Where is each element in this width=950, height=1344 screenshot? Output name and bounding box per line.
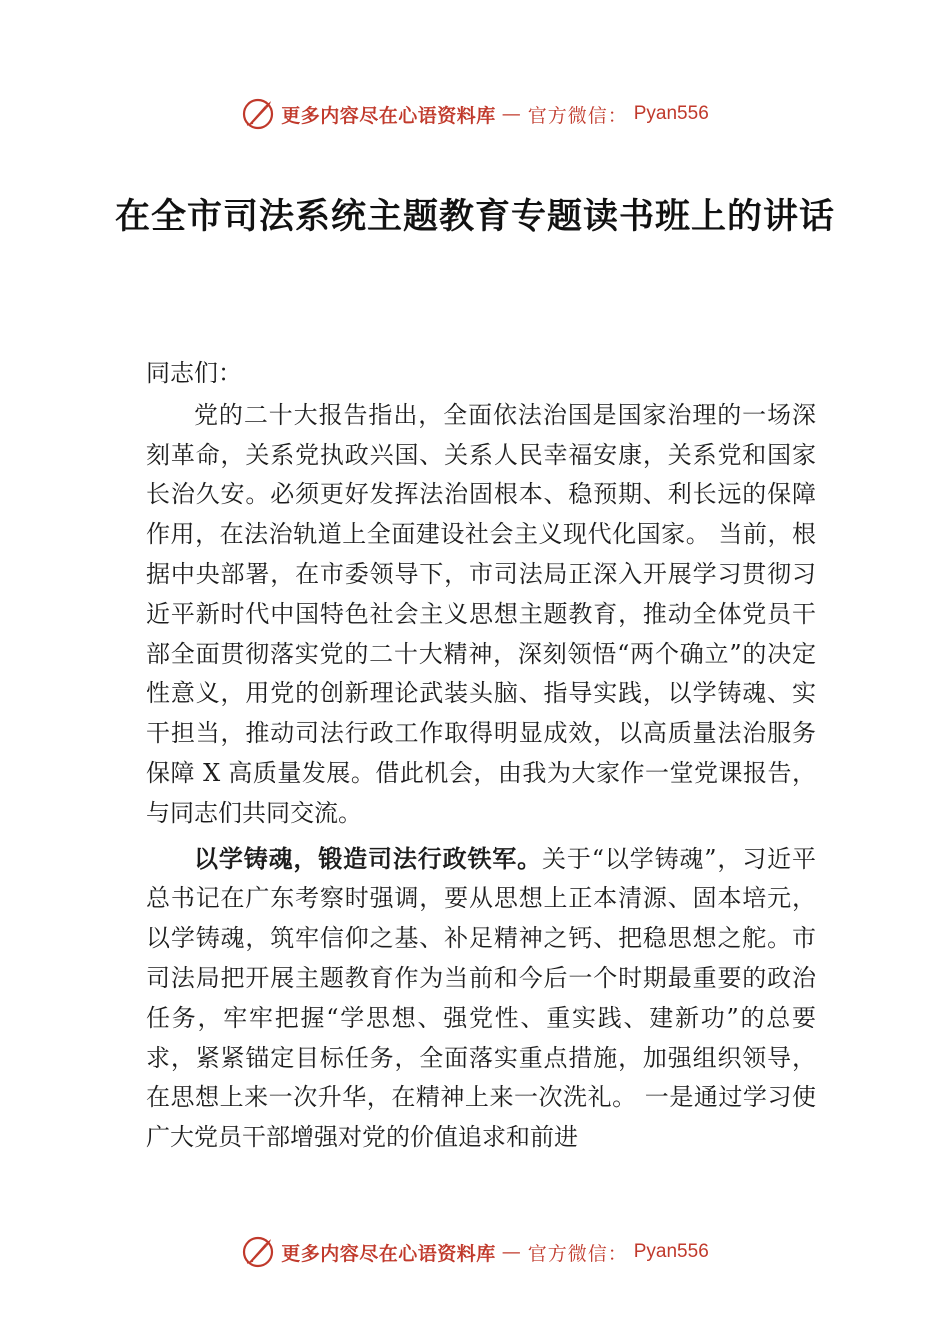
paragraph-2	[146, 840, 816, 1158]
paragraph-2-lead: 以学铸魂，锻造司法行政铁军。	[194, 844, 543, 873]
header-banner	[0, 94, 950, 134]
footer-wechat-id: Pyan556	[633, 1241, 709, 1262]
quill-logo-icon	[241, 97, 275, 131]
footer-separator: —	[501, 1241, 522, 1263]
quill-logo-icon	[241, 1235, 275, 1269]
footer-brand-text: 更多内容尽在心语资料库	[281, 1242, 496, 1265]
paragraph-2-body: 关于“以学铸魂”，习近平总书记在广东考察时强调，要从思想上正本清源、固本培元，以学铸魂，筑牢信仰之基、补足精神之钙、把稳思想之舵。市司法局把开展主题教育作为当前和今后一个时期最重要的政治任务，牢牢把握“学思想、强党性、重实践、建新功”的总要求，紧紧锚定目标任务，全面落实重点措施，加强组织领导，在思想上来一次升华，在精神上来一次洗礼。 一是通过学习使广大党员干部增强对党的价值追求和前进	[146, 844, 816, 1152]
banner-separator: —	[501, 103, 522, 125]
document-body	[146, 354, 816, 1158]
banner-brand-text: 更多内容尽在心语资料库	[281, 104, 496, 127]
banner-wechat-id: Pyan556	[633, 103, 709, 124]
banner-wechat-label: 官方微信：	[527, 104, 628, 127]
document-title: 在全市司法系统主题教育专题读书班上的讲话	[114, 196, 835, 237]
paragraph-1: 党的二十大报告指出，全面依法治国是国家治理的一场深刻革命，关系党执政兴国、关系人民幸福安康，关系党和国家长治久安。必须更好发挥法治固根本、稳预期、利长远的保障作用，在法治轨道上全面建设社会主义现代化国家。 当前，根据中央部署，在市委领导下，市司法局正深入开展学习贯彻习近平新时代中国特色社会主义思想主题教育，推动全体党员干部全面贯彻落实党的二十大精神，深刻领悟“两个确立”的决定性意义，用党的创新理论武装头脑、指导实践，以学铸魂、实干担当，推动司法行政工作取得明显成效，以高质量法治服务保障 X 高质量发展。借此机会，由我为大家作一堂党课报告，与同志们共同交流。	[146, 400, 816, 827]
footer-wechat-label: 官方微信：	[527, 1242, 628, 1265]
footer-banner	[0, 1232, 950, 1272]
salutation: 同志们：	[146, 359, 242, 387]
